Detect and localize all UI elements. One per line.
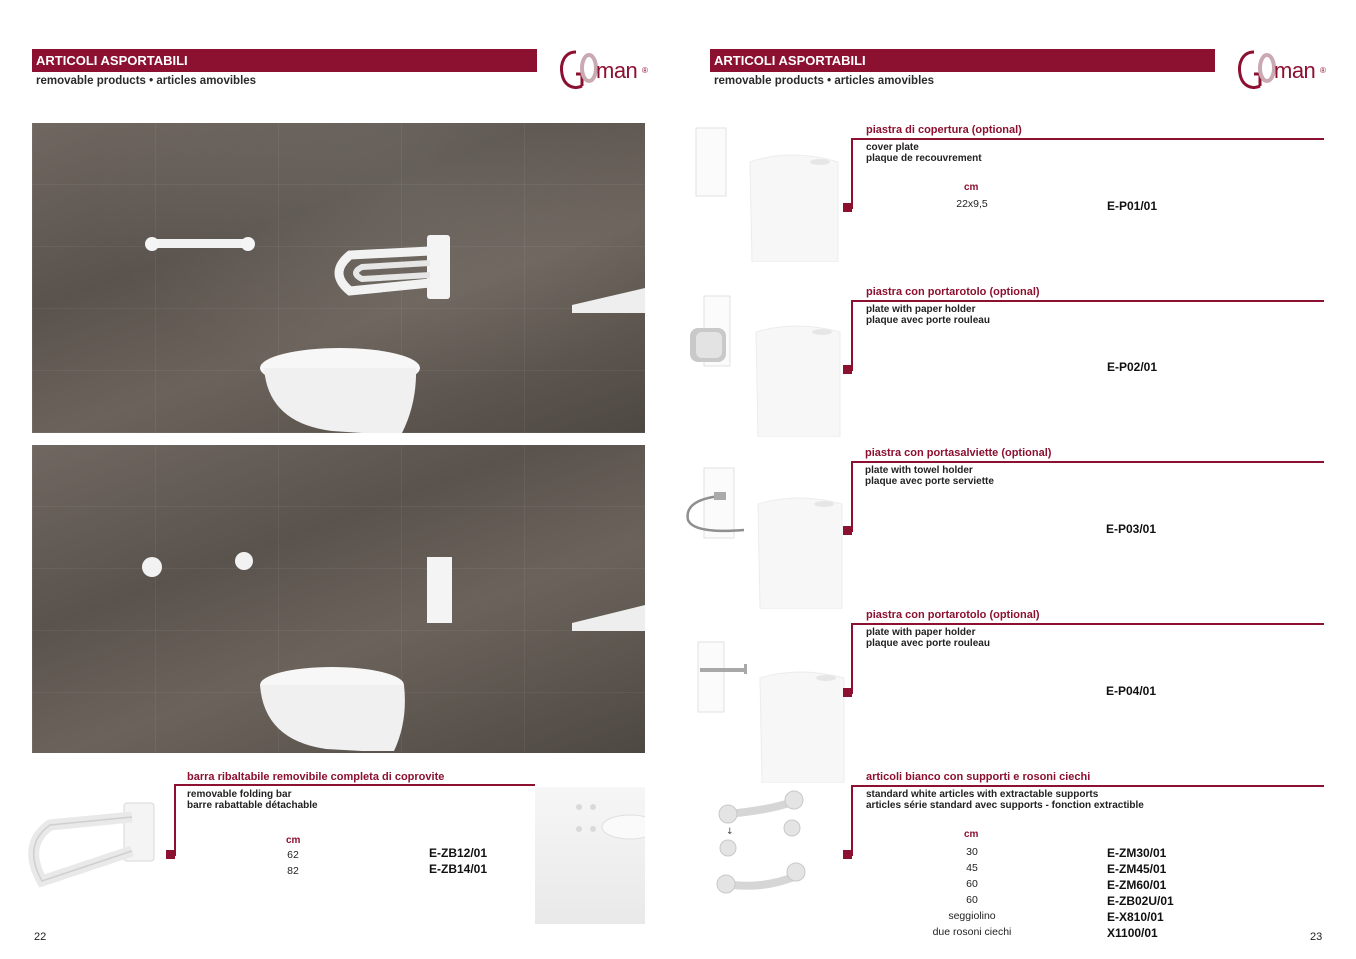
- wall-plate-closeup-drawing: [535, 787, 645, 924]
- cover-plate-image: [690, 120, 845, 262]
- product-code: E-ZB12/01: [429, 846, 488, 860]
- product-title: piastra con portasalviette (optional): [865, 447, 1052, 459]
- left-product-desc-fr: barre rabattable détachable: [187, 800, 318, 811]
- paper-holder-plate-drawing: [686, 292, 846, 437]
- cm-label: cm: [964, 182, 979, 193]
- product-desc-fr: articles série standard avec supports - fonction extractible: [866, 800, 1144, 811]
- product-marker: [843, 203, 852, 212]
- right-logo-word: man: [1274, 58, 1316, 83]
- product-marker: [843, 688, 852, 697]
- size-value: 82: [287, 865, 299, 877]
- product-desc-fr: plaque avec porte rouleau: [866, 315, 990, 326]
- product-code: E-P02/01: [1107, 360, 1158, 374]
- grab-bar-supports-image: [710, 780, 810, 900]
- product-code: E-X810/01: [1107, 910, 1164, 924]
- folding-bar-image: [20, 797, 160, 891]
- bathroom-photo-with-bars: [32, 123, 645, 433]
- product-code: E-P01/01: [1107, 199, 1158, 213]
- product-code: E-P03/01: [1106, 522, 1157, 536]
- right-logo-registered: ®: [1320, 66, 1326, 75]
- left-product-rule: [185, 784, 535, 786]
- left-goman-logo: [556, 46, 652, 94]
- towel-holder-plate-drawing: [684, 464, 846, 609]
- size-value: 60: [966, 894, 978, 906]
- left-product-desc-en: removable folding bar: [187, 789, 292, 800]
- right-header-title: ARTICOLI ASPORTABILI: [714, 53, 866, 68]
- product-desc-fr: plaque de recouvrement: [866, 153, 982, 164]
- paper-holder-bar-plate-drawing: [690, 638, 848, 783]
- product-code: E-ZM30/01: [1107, 846, 1167, 860]
- left-product-connector: [174, 784, 176, 856]
- towel-holder-plate-image: [684, 464, 846, 609]
- product-title: piastra con portarotolo (optional): [866, 286, 1040, 298]
- left-header-subtitle: removable products • articles amovibles: [36, 75, 257, 87]
- product-desc-en: plate with paper holder: [866, 627, 976, 638]
- cover-plate-drawing: [690, 120, 845, 262]
- right-goman-logo: [1234, 46, 1330, 94]
- product-title: articoli bianco con supporti e rosoni ciechi: [866, 771, 1091, 783]
- product-title: piastra di copertura (optional): [866, 124, 1022, 136]
- product-code: X1100/01: [1107, 926, 1158, 940]
- product-title: piastra con portarotolo (optional): [866, 609, 1040, 621]
- product-desc-en: plate with paper holder: [866, 304, 976, 315]
- size-value: 62: [287, 849, 299, 861]
- product-code: E-ZB02U/01: [1107, 894, 1174, 908]
- grab-bar-supports-drawing: [710, 780, 810, 900]
- size-value: 22x9,5: [956, 198, 988, 210]
- left-header-title: ARTICOLI ASPORTABILI: [36, 53, 188, 68]
- product-marker: [843, 365, 852, 374]
- product-desc-en: plate with towel holder: [865, 465, 973, 476]
- product-desc-en: standard white articles with extractable supports: [866, 789, 1099, 800]
- left-product-title: barra ribaltabile removibile completa di coprovite: [187, 771, 445, 783]
- size-value: 30: [966, 846, 978, 858]
- size-value: 60: [966, 878, 978, 890]
- folding-bar-icon: [20, 797, 160, 891]
- wall-plate-closeup-image: [535, 787, 645, 924]
- product-code: E-ZM60/01: [1107, 878, 1167, 892]
- right-page-number: 23: [1310, 931, 1323, 943]
- right-header-subtitle: removable products • articles amovibles: [714, 75, 935, 87]
- product-desc-fr: plaque avec porte serviette: [865, 476, 994, 487]
- product-code: E-ZB14/01: [429, 862, 488, 876]
- right-header-bar: [710, 49, 1215, 72]
- left-page-number: 22: [34, 931, 47, 943]
- size-value: 45: [966, 862, 978, 874]
- left-header-bar: [32, 49, 537, 72]
- product-code: E-P04/01: [1106, 684, 1157, 698]
- svg-text:↓: ↓: [726, 827, 734, 837]
- product-code: E-ZM45/01: [1107, 862, 1167, 876]
- paper-holder-bar-plate-image: [690, 638, 848, 783]
- bathroom-fixtures-drawing: [32, 123, 645, 433]
- bathroom-photo-with-plates: [32, 445, 645, 753]
- product-desc-fr: plaque avec porte rouleau: [866, 638, 990, 649]
- cm-label: cm: [964, 829, 979, 840]
- product-desc-en: cover plate: [866, 142, 919, 153]
- size-value: seggiolino: [948, 910, 996, 922]
- left-product-marker: [166, 850, 175, 859]
- paper-holder-plate-image: [686, 292, 846, 437]
- left-product-cm-label: cm: [286, 835, 301, 846]
- left-logo-word: man: [596, 58, 638, 83]
- size-value: due rosoni ciechi: [932, 926, 1012, 938]
- bathroom-plates-drawing: [32, 445, 645, 753]
- product-marker: [843, 850, 852, 859]
- product-marker: [843, 526, 852, 535]
- left-logo-registered: ®: [642, 66, 648, 75]
